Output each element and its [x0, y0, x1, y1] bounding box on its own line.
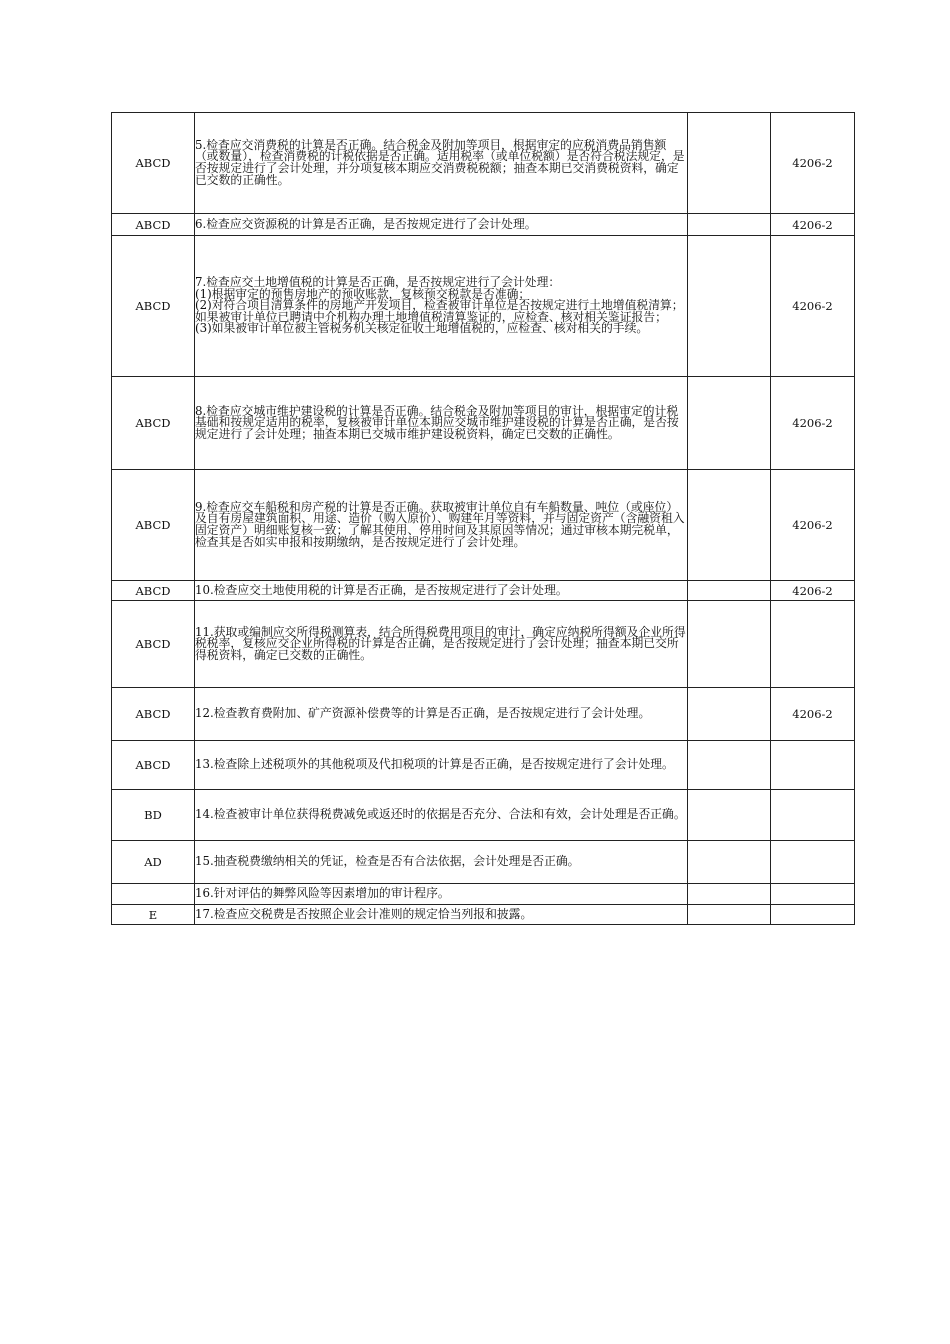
table-row: [112, 113, 855, 214]
table-row: [112, 688, 855, 741]
procedure-cell: 8.检查应交城市维护建设税的计算是否正确。结合税金及附加等项目的审计，根据审定的计税基础和按规定适用的税率，复核被审计单位本期应交城市维护建设税的计算是否正确，是否按规定进行了会计处理；抽查本期已交城市维护建设税资料，确定已交数的正确性。: [195, 377, 688, 470]
assertion-cell: ABCD: [112, 214, 195, 236]
reference-cell: 4206-2: [771, 236, 855, 377]
blank-cell: [688, 214, 771, 236]
blank-cell: [688, 113, 771, 214]
table-row: [112, 790, 855, 841]
table-row: [112, 470, 855, 581]
reference-cell: 4206-2: [771, 377, 855, 470]
assertion-cell: AD: [112, 841, 195, 884]
procedure-cell: 17.检查应交税费是否按照企业会计准则的规定恰当列报和披露。: [195, 905, 688, 925]
blank-cell: [688, 688, 771, 741]
blank-cell: [688, 741, 771, 790]
reference-cell: [771, 841, 855, 884]
procedure-cell: 9.检查应交车船税和房产税的计算是否正确。获取被审计单位自有车船数量、吨位（或座位）及自有房屋建筑面积、用途、造价（购入原价）、购建年月等资料，并与固定资产（含融资租入固定资产）明细账复核一致；了解其使用、停用时间及其原因等情况；通过审核本期完税单，检查其是否如实申报和按期缴纳，是否按规定进行了会计处理。: [195, 470, 688, 581]
blank-cell: [688, 470, 771, 581]
table-row: [112, 581, 855, 601]
assertion-cell: ABCD: [112, 688, 195, 741]
table-row: [112, 214, 855, 236]
table-row: [112, 236, 855, 377]
blank-cell: [688, 236, 771, 377]
procedure-cell: 7.检查应交土地增值税的计算是否正确，是否按规定进行了会计处理： (1)根据审定的预售房地产的预收账款，复核预交税款是否准确； (2)对符合项目清算条件的房地产开发项目，检查被审计单位是否按规定进行土地增值税清算；如果被审计单位已聘请中介机构办理土地增值税清算鉴证的，应检查、核对相关鉴证报告； (3)如果被审计单位被主管税务机关核定征收土地增值税的，应检查、核对相关的手续。: [195, 236, 688, 377]
table-row: [112, 377, 855, 470]
reference-cell: [771, 601, 855, 688]
blank-cell: [688, 905, 771, 925]
assertion-cell: ABCD: [112, 470, 195, 581]
blank-cell: [688, 884, 771, 905]
table-row: [112, 884, 855, 905]
procedure-cell: 14.检查被审计单位获得税费减免或返还时的依据是否充分、合法和有效，会计处理是否正确。: [195, 790, 688, 841]
reference-cell: 4206-2: [771, 113, 855, 214]
table-row: [112, 905, 855, 925]
procedure-cell: 6.检查应交资源税的计算是否正确，是否按规定进行了会计处理。: [195, 214, 688, 236]
table-row: [112, 741, 855, 790]
table-row: [112, 841, 855, 884]
procedure-cell: 12.检查教育费附加、矿产资源补偿费等的计算是否正确，是否按规定进行了会计处理。: [195, 688, 688, 741]
assertion-cell: ABCD: [112, 377, 195, 470]
assertion-cell: ABCD: [112, 741, 195, 790]
procedure-cell: 13.检查除上述税项外的其他税项及代扣税项的计算是否正确，是否按规定进行了会计处理。: [195, 741, 688, 790]
reference-cell: [771, 790, 855, 841]
assertion-cell: [112, 884, 195, 905]
assertion-cell: E: [112, 905, 195, 925]
blank-cell: [688, 841, 771, 884]
procedure-cell: 11.获取或编制应交所得税测算表，结合所得税费用项目的审计，确定应纳税所得额及企业所得税税率，复核应交企业所得税的计算是否正确，是否按规定进行了会计处理；抽查本期已交所得税资料，确定已交数的正确性。: [195, 601, 688, 688]
reference-cell: [771, 884, 855, 905]
blank-cell: [688, 601, 771, 688]
audit-procedures-table: [111, 112, 855, 925]
procedure-cell: 5.检查应交消费税的计算是否正确。结合税金及附加等项目，根据审定的应税消费品销售额（或数量），检查消费税的计税依据是否正确。适用税率（或单位税额）是否符合税法规定，是否按规定进行了会计处理，并分项复核本期应交消费税税额；抽查本期已交消费税资料，确定已交数的正确性。: [195, 113, 688, 214]
assertion-cell: ABCD: [112, 236, 195, 377]
reference-cell: 4206-2: [771, 214, 855, 236]
assertion-cell: BD: [112, 790, 195, 841]
assertion-cell: ABCD: [112, 581, 195, 601]
procedure-cell: 16.针对评估的舞弊风险等因素增加的审计程序。: [195, 884, 688, 905]
reference-cell: 4206-2: [771, 581, 855, 601]
blank-cell: [688, 377, 771, 470]
table-row: [112, 601, 855, 688]
reference-cell: [771, 741, 855, 790]
blank-cell: [688, 581, 771, 601]
blank-cell: [688, 790, 771, 841]
procedure-cell: 15.抽查税费缴纳相关的凭证，检查是否有合法依据，会计处理是否正确。: [195, 841, 688, 884]
procedure-cell: 10.检查应交土地使用税的计算是否正确，是否按规定进行了会计处理。: [195, 581, 688, 601]
reference-cell: [771, 905, 855, 925]
reference-cell: 4206-2: [771, 688, 855, 741]
reference-cell: 4206-2: [771, 470, 855, 581]
assertion-cell: ABCD: [112, 601, 195, 688]
assertion-cell: ABCD: [112, 113, 195, 214]
